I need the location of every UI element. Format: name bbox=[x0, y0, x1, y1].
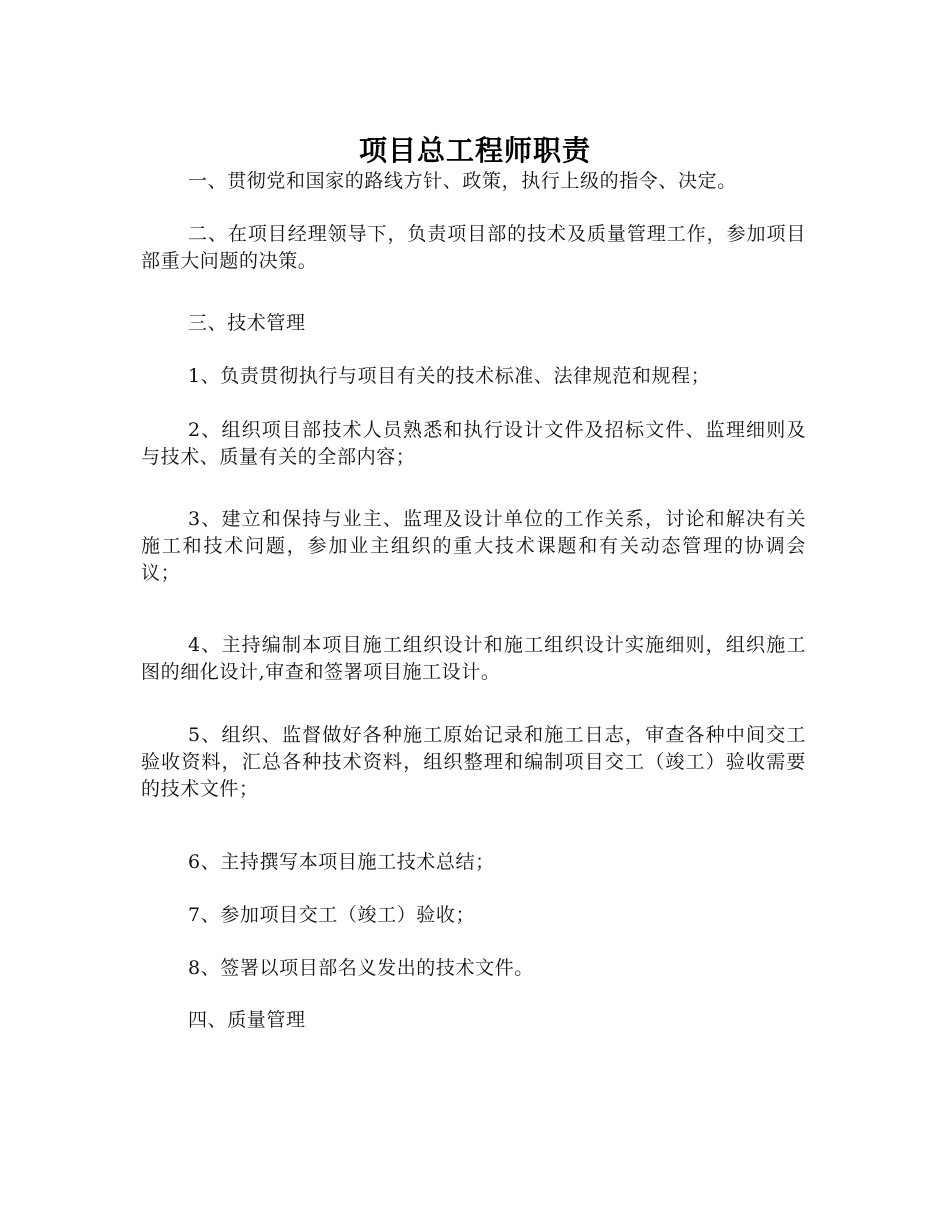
list-item-4: 4、主持编制本项目施工组织设计和施工组织设计实施细则，组织施工图的细化设计,审查和签署项目施工设计。 bbox=[141, 634, 806, 683]
list-item-2: 2、组织项目部技术人员熟悉和执行设计文件及招标文件、监理细则及与技术、质量有关的全部内容； bbox=[141, 419, 806, 468]
list-item-6: 6、主持撰写本项目施工技术总结； bbox=[188, 851, 495, 873]
page-title: 项目总工程师职责 bbox=[358, 133, 591, 167]
list-item-1: 1、负责贯彻执行与项目有关的技术标准、法律规范和规程； bbox=[188, 365, 711, 387]
list-item-8: 8、签署以项目部名义发出的技术文件。 bbox=[188, 957, 534, 979]
list-item-7: 7、参加项目交工（竣工）验收； bbox=[188, 904, 476, 926]
section-heading-technical: 三、技术管理 bbox=[188, 312, 306, 334]
list-item-5: 5、组织、监督做好各种施工原始记录和施工日志，审查各种中间交工验收资料，汇总各种技术资料，组织整理和编制项目交工（竣工）验收需要的技术文件； bbox=[141, 724, 806, 800]
paragraph-leadership: 二、在项目经理领导下，负责项目部的技术及质量管理工作，参加项目部重大问题的决策。 bbox=[141, 223, 806, 272]
list-item-3: 3、建立和保持与业主、监理及设计单位的工作关系，讨论和解决有关施工和技术问题，参加业主组织的重大技术课题和有关动态管理的协调会议； bbox=[141, 508, 806, 584]
paragraph-policy: 一、贯彻党和国家的路线方针、政策，执行上级的指令、决定。 bbox=[188, 170, 737, 192]
section-heading-quality: 四、质量管理 bbox=[188, 1009, 306, 1031]
